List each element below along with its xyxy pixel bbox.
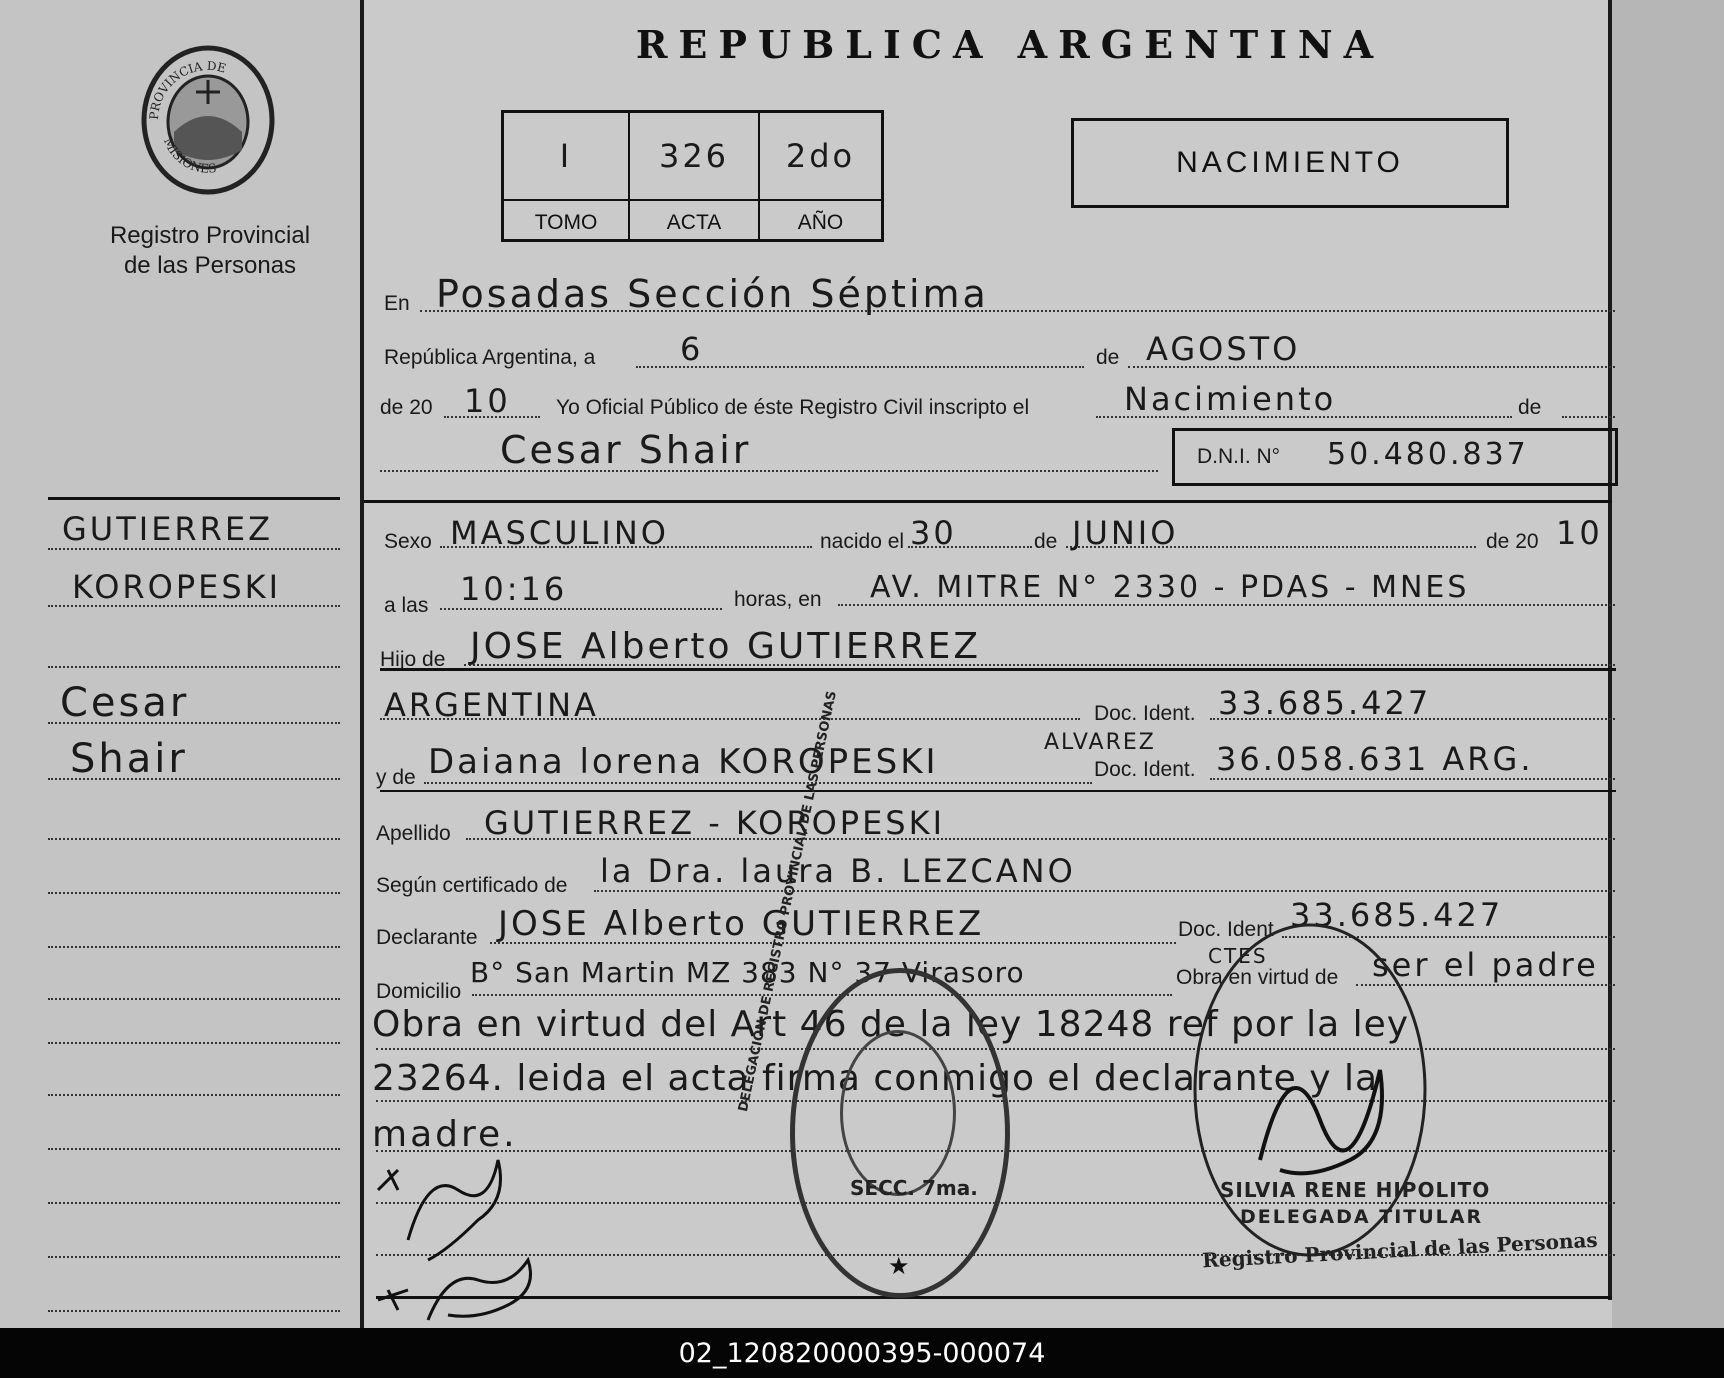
hora-value: 10:16 (460, 570, 568, 608)
signature-declarante-icon (368, 1130, 588, 1330)
margin-line (48, 838, 340, 840)
registration-table (501, 110, 884, 242)
inscripcion-tipo-value: Nacimiento (1124, 380, 1337, 418)
anio-value: 2do (785, 137, 856, 175)
observacion-1: Obra en virtud del Art 46 de la ley 18248 ref por la ley (372, 1004, 1410, 1045)
registration-divider (504, 199, 881, 201)
margin-line (48, 1202, 340, 1204)
registry-name-line1: Registro Provincial (109, 222, 311, 249)
nacido-mes-value: JUNIO (1072, 514, 1179, 552)
yde-label: y de (376, 766, 416, 789)
official-name: SILVIA RENE HIPOLITO (1220, 1178, 1491, 1202)
madre-doc-value: 36.058.631 ARG. (1216, 740, 1534, 778)
form-line (424, 782, 1092, 784)
declarante-value: JOSE Alberto GUTIERREZ (498, 904, 985, 944)
official-role: DELEGADA TITULAR (1240, 1206, 1484, 1228)
background-edge (1612, 0, 1724, 1328)
form-line (1562, 416, 1615, 418)
margin-top-rule (48, 497, 340, 500)
anio-cell (760, 113, 881, 239)
domicilio-label: Domicilio (376, 980, 462, 1003)
seal-ring-text: DELEGACION DE REGISTRO PROVINCIAL DE LAS PERSONAS (736, 689, 841, 1114)
form-line (380, 470, 1158, 472)
margin-line (48, 998, 340, 1000)
nacido-dia-value: 30 (910, 514, 957, 552)
obra-value: ser el padre (1372, 946, 1599, 984)
dni-box (1172, 428, 1618, 486)
certificado-label: Según certificado de (376, 874, 568, 897)
margin-line (48, 1094, 340, 1096)
file-id-bar (0, 1328, 1724, 1378)
oficial-label: Yo Oficial Público de éste Registro Civil inscripto el (556, 396, 1030, 419)
sexo-value: MASCULINO (450, 514, 669, 552)
form-line (594, 890, 1615, 892)
horas-en-label: horas, en (734, 588, 822, 611)
nombre-value: Cesar Shair (500, 428, 752, 472)
margin-line (48, 892, 340, 894)
de-label-3: de (1034, 530, 1058, 553)
margin-nombre-2: Shair (70, 736, 188, 782)
seal-bottom-text: MISIONES (160, 135, 218, 176)
madre-extra-value: ALVAREZ (1044, 730, 1156, 755)
alas-label: a las (384, 594, 429, 617)
padre-nacionalidad-value: ARGENTINA (384, 686, 599, 724)
mes-value: AGOSTO (1146, 330, 1301, 368)
registry-name-line2: de las Personas (123, 252, 297, 279)
margin-line (48, 946, 340, 948)
margin-line (48, 1042, 340, 1044)
seal-top-text: PROVINCIA DE (146, 58, 228, 121)
republica-label: República Argentina, a (384, 346, 596, 369)
form-line (1210, 778, 1615, 780)
tomo-value: I (559, 137, 573, 175)
section-separator (364, 500, 1612, 503)
declarante-label: Declarante (376, 926, 478, 949)
dni-value: 50.480.837 (1327, 437, 1529, 472)
tomo-label: TOMO (534, 211, 598, 234)
anio-label: AÑO (797, 211, 844, 234)
de-label: de (1096, 346, 1120, 369)
margin-line (48, 1148, 340, 1150)
country-title: REPUBLICA ARGENTINA (635, 22, 1385, 67)
nacido-anio-value: 10 (1556, 514, 1603, 552)
madre-value: Daiana lorena KOROPESKI (428, 742, 939, 782)
certificado-value: la Dra. laura B. LEZCANO (600, 852, 1076, 890)
margin-line (48, 722, 340, 724)
tomo-cell (504, 113, 630, 239)
form-line (472, 994, 1172, 996)
seal-star-icon: ★ (888, 1253, 910, 1280)
seal-section-text: SECC. 7ma. (850, 1176, 978, 1200)
de-label-2: de (1518, 396, 1542, 419)
doc-ident-label-3: Doc. Ident (1178, 918, 1274, 941)
observacion-3: madre. (372, 1114, 518, 1155)
hijo-label: Hijo de (380, 648, 446, 671)
margin-line (48, 605, 340, 607)
record-type-box: NACIMIENTO (1071, 118, 1509, 208)
padre-doc-value: 33.685.427 (1218, 684, 1432, 722)
acta-cell (630, 113, 760, 239)
sexo-label: Sexo (384, 530, 432, 553)
declarante-doc-value: 33.685.427 (1290, 896, 1504, 934)
margin-line (48, 1256, 340, 1258)
de20-label: de 20 (380, 396, 433, 419)
margin-line (48, 666, 340, 668)
lugar-value: AV. MITRE N° 2330 - PDAS - MNES (870, 570, 1470, 605)
domicilio-extra-value: CTES (1208, 944, 1268, 968)
obra-label: Obra en virtud de (1176, 966, 1339, 989)
official-org: Registro Provincial de las Personas (1201, 1227, 1599, 1273)
observacion-2: 23264. leida el acta firma conmigo el declarante y la (372, 1058, 1379, 1099)
margin-apellido-2: KOROPESKI (72, 568, 282, 606)
acta-value: 326 (658, 137, 730, 175)
seal-emblem (840, 1030, 956, 1196)
en-label: En (384, 292, 410, 315)
doc-ident-label: Doc. Ident. (1094, 702, 1196, 725)
en-value: Posadas Sección Séptima (436, 272, 989, 316)
dni-label: D.N.I. N° (1197, 445, 1281, 468)
nacido-label: nacido el (820, 530, 905, 553)
dia-value: 6 (680, 330, 704, 368)
apellido-value: GUTIERREZ - KOROPESKI (484, 804, 946, 842)
doc-ident-label-2: Doc. Ident. (1094, 758, 1196, 781)
de2010-label: de 20 (1486, 530, 1539, 553)
anio-suffix-value: 10 (464, 382, 511, 420)
province-seal-icon (128, 40, 288, 200)
margin-nombre-1: Cesar (60, 680, 190, 726)
form-rule (380, 790, 1616, 792)
margin-line (48, 548, 340, 550)
acta-label: ACTA (666, 211, 722, 234)
form-rule (380, 668, 1616, 671)
apellido-label: Apellido (376, 822, 451, 845)
margin-line (48, 1310, 340, 1312)
margin-apellido-1: GUTIERREZ (62, 510, 274, 548)
form-line (440, 608, 722, 610)
file-id: 02_120820000395-000074 (678, 1337, 1046, 1369)
padre-value: JOSE Alberto GUTIERREZ (470, 626, 982, 667)
domicilio-value: B° San Martin MZ 383 N° 37 Virasoro (470, 956, 1025, 989)
margin-line (48, 778, 340, 780)
